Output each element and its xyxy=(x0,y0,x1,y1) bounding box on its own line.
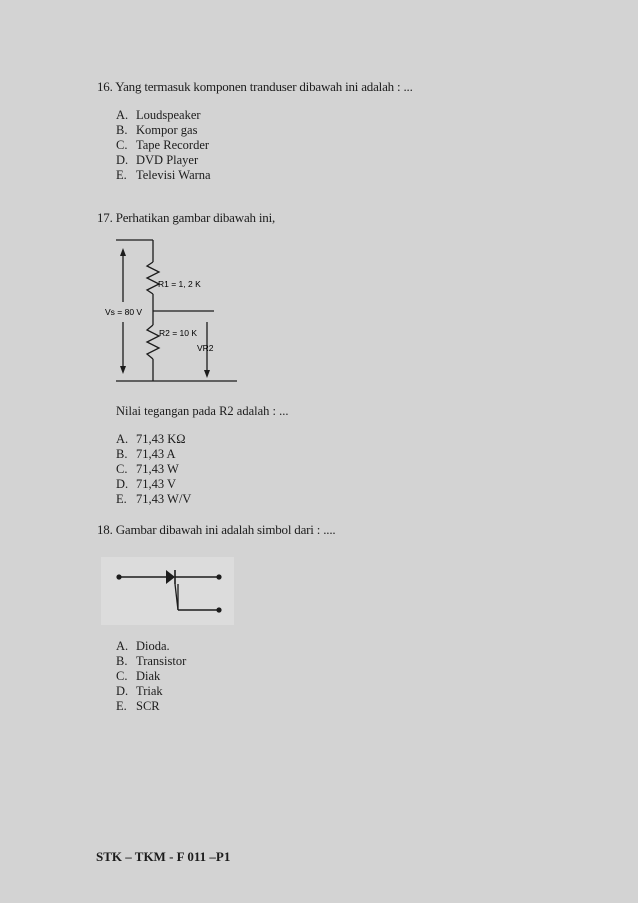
option-text: 71,43 A xyxy=(136,447,176,461)
cathode-terminal-icon xyxy=(216,574,221,579)
option-text: Loudspeaker xyxy=(136,108,201,122)
option-text: DVD Player xyxy=(136,153,199,167)
anode-terminal-icon xyxy=(116,574,121,579)
vr2-label: VR2 xyxy=(197,343,214,353)
option-letter: A. xyxy=(116,108,129,122)
option-letter: C. xyxy=(116,138,128,152)
option-text: 71,43 W/V xyxy=(136,492,192,506)
option-d[interactable] xyxy=(116,477,191,492)
option-letter: E. xyxy=(116,699,127,713)
option-text: Diak xyxy=(136,669,161,683)
vs-label: Vs = 80 V xyxy=(105,307,143,317)
symbol-background xyxy=(101,557,234,625)
option-e[interactable] xyxy=(116,492,191,507)
vr2-arrow-down-icon xyxy=(204,370,210,378)
option-a[interactable] xyxy=(116,639,186,654)
option-letter: C. xyxy=(116,462,128,476)
option-letter: A. xyxy=(116,432,129,446)
option-b[interactable] xyxy=(116,654,186,669)
question-17-text: 17. Perhatikan gambar dibawah ini, xyxy=(97,210,276,225)
question-18-text: 18. Gambar dibawah ini adalah simbol dari : .... xyxy=(97,522,336,537)
option-text: Tape Recorder xyxy=(136,138,210,152)
document-code-footer: STK – TKM - F 011 –P1 xyxy=(96,849,231,864)
r2-resistor-symbol xyxy=(147,325,159,359)
option-text: 71,43 KΩ xyxy=(136,432,186,446)
option-text: Kompor gas xyxy=(136,123,198,137)
option-c[interactable] xyxy=(116,462,191,477)
option-letter: B. xyxy=(116,123,128,137)
option-text: Dioda. xyxy=(136,639,170,653)
option-letter: B. xyxy=(116,654,128,668)
option-letter: E. xyxy=(116,168,127,182)
gate-terminal-icon xyxy=(216,607,221,612)
option-e[interactable] xyxy=(116,699,186,714)
r2-label: R2 = 10 K xyxy=(159,328,198,338)
option-letter: E. xyxy=(116,492,127,506)
r1-label: R1 = 1, 2 K xyxy=(158,279,201,289)
option-text: 71,43 V xyxy=(136,477,177,491)
option-text: Triak xyxy=(136,684,163,698)
option-d[interactable] xyxy=(116,684,186,699)
vs-arrow-down-icon xyxy=(120,366,126,374)
option-c[interactable] xyxy=(116,669,186,684)
option-letter: D. xyxy=(116,477,129,491)
option-a[interactable] xyxy=(116,432,191,447)
question-16-text: 16. Yang termasuk komponen tranduser dibawah ini adalah : ... xyxy=(97,79,413,94)
option-b[interactable] xyxy=(116,447,191,462)
option-letter: B. xyxy=(116,447,128,461)
question-18-options xyxy=(116,639,186,714)
question-17-subquestion: Nilai tegangan pada R2 adalah : ... xyxy=(116,404,289,418)
option-text: 71,43 W xyxy=(136,462,179,476)
vs-arrow-up-icon xyxy=(120,248,126,256)
option-letter: C. xyxy=(116,669,128,683)
option-text: SCR xyxy=(136,699,160,713)
r1-resistor-symbol xyxy=(147,262,159,294)
option-letter: D. xyxy=(116,684,129,698)
question-17-options xyxy=(116,432,191,507)
option-letter: A. xyxy=(116,639,129,653)
option-letter: D. xyxy=(116,153,129,167)
option-text: Televisi Warna xyxy=(136,168,211,182)
option-text: Transistor xyxy=(136,654,187,668)
